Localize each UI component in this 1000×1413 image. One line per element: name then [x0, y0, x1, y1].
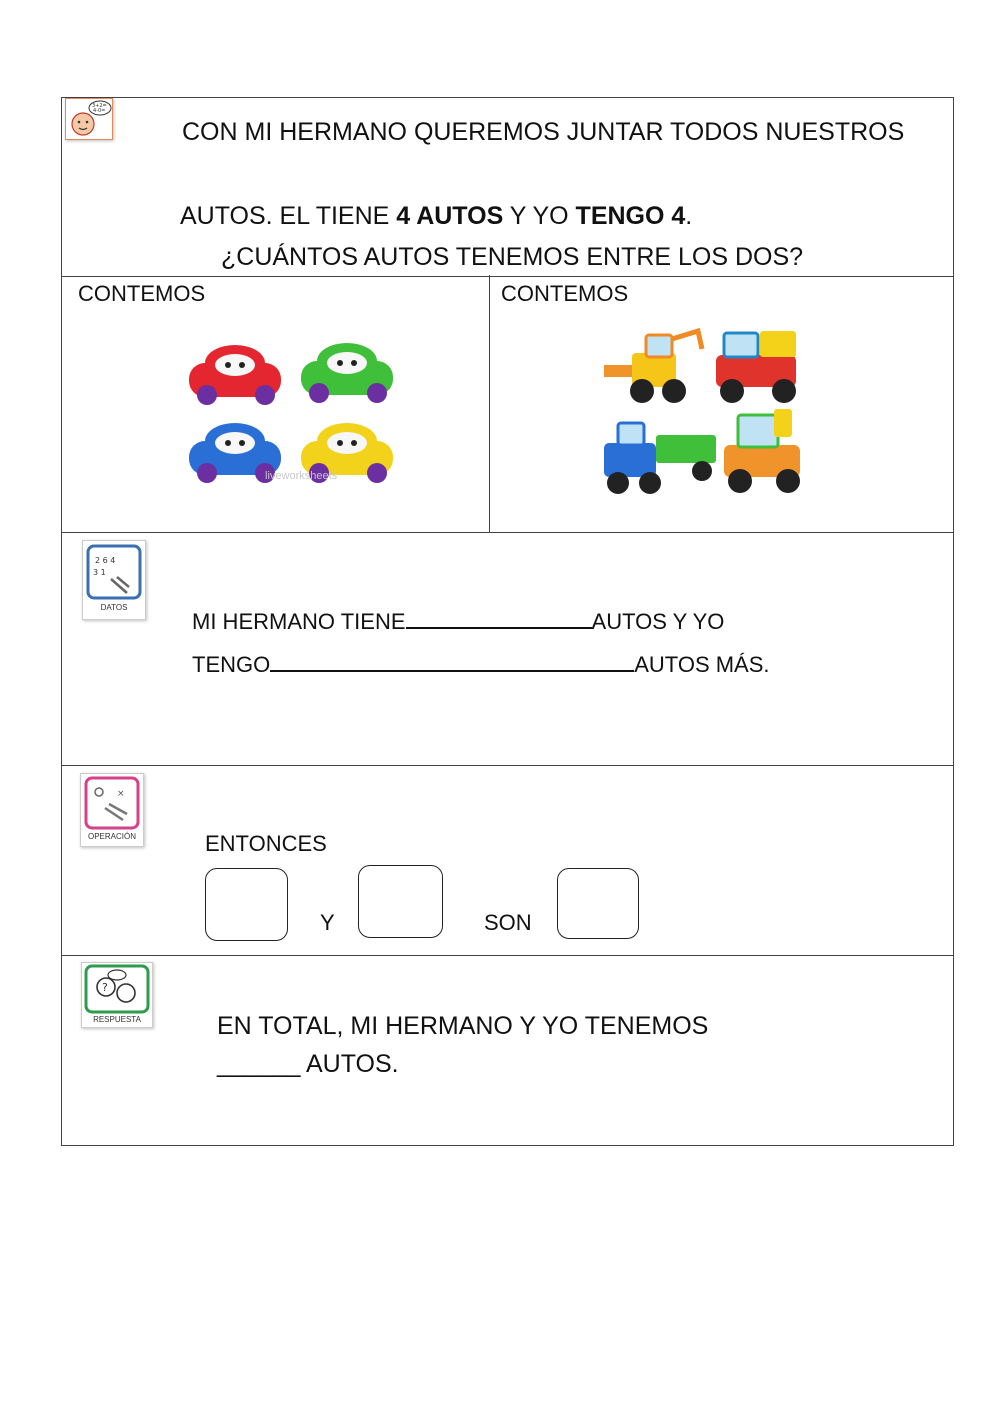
svg-text:3 1: 3 1 — [93, 568, 106, 577]
count-left-label: CONTEMOS — [78, 281, 206, 306]
red-car-icon — [189, 345, 281, 405]
datos-line-2a: TENGO — [192, 652, 271, 677]
son-label: SON — [484, 910, 532, 935]
my-cars-blank[interactable] — [270, 670, 634, 672]
problem-line-2e: . — [685, 202, 693, 230]
problem-question: ¿CUÁNTOS AUTOS TENEMOS ENTRE LOS DOS? — [221, 243, 804, 271]
sum-box[interactable] — [557, 868, 639, 939]
datos-icon-label: DATOS — [100, 603, 128, 612]
entonces-label: ENTONCES — [205, 831, 327, 856]
problem-line-2 — [180, 202, 692, 231]
problem-line-1: CON MI HERMANO QUEREMOS JUNTAR TODOS NUESTROS — [182, 118, 905, 146]
count-right-label: CONTEMOS — [501, 281, 629, 306]
problem-section — [61, 97, 954, 277]
y-label: Y — [320, 910, 335, 935]
respuesta-section — [61, 955, 954, 1146]
count-divider — [489, 275, 490, 532]
datos-icon — [83, 541, 145, 603]
svg-text:2 6 4: 2 6 4 — [95, 556, 116, 565]
problem-line-2c: Y YO — [503, 202, 576, 230]
first-addend-box[interactable] — [205, 868, 288, 941]
worksheet — [61, 97, 954, 1147]
respuesta-icon — [82, 963, 152, 1015]
svg-text:3+2=: 3+2= — [92, 103, 107, 109]
my-cars-count: TENGO 4 — [575, 202, 686, 230]
operacion-icon-label: OPERACIÓN — [87, 832, 136, 841]
datos-line-2 — [192, 652, 770, 678]
respuesta-line-2-text: AUTOS. — [300, 1050, 399, 1078]
brother-cars-count: 4 AUTOS — [396, 202, 504, 230]
respuesta-line-2 — [217, 1050, 399, 1079]
orange-truck-icon — [724, 409, 800, 493]
datos-line-1 — [192, 609, 724, 635]
blue-tractor-icon — [604, 423, 716, 494]
four-trucks-illustration — [602, 325, 812, 497]
watermark: liveworksheets — [265, 470, 338, 482]
datos-section — [61, 532, 954, 766]
second-addend-box[interactable] — [358, 865, 443, 938]
datos-line-1b: AUTOS Y YO — [591, 609, 725, 634]
operacion-icon — [81, 774, 143, 832]
thinking-child-icon — [65, 98, 113, 140]
brother-cars-blank[interactable] — [406, 627, 592, 629]
operacion-pictogram — [80, 773, 144, 847]
datos-pictogram — [82, 540, 146, 620]
datos-line-1a: MI HERMANO TIENE — [192, 609, 406, 634]
svg-text:4-0=: 4-0= — [93, 108, 106, 114]
svg-text:?: ? — [102, 981, 108, 994]
count-section — [61, 275, 954, 533]
respuesta-pictogram — [81, 962, 153, 1028]
datos-line-2b: AUTOS MÁS. — [634, 652, 770, 677]
respuesta-icon-label: RESPUESTA — [93, 1015, 141, 1024]
green-car-icon — [301, 343, 393, 403]
red-dump-truck-icon — [716, 331, 796, 403]
operacion-section — [61, 765, 954, 956]
yellow-loader-icon — [604, 331, 702, 403]
total-cars-blank[interactable]: ______ — [217, 1050, 301, 1078]
svg-text:×: × — [117, 789, 125, 799]
problem-line-2a: AUTOS. EL TIENE — [180, 202, 397, 230]
respuesta-line-1: EN TOTAL, MI HERMANO Y YO TENEMOS — [217, 1012, 709, 1040]
